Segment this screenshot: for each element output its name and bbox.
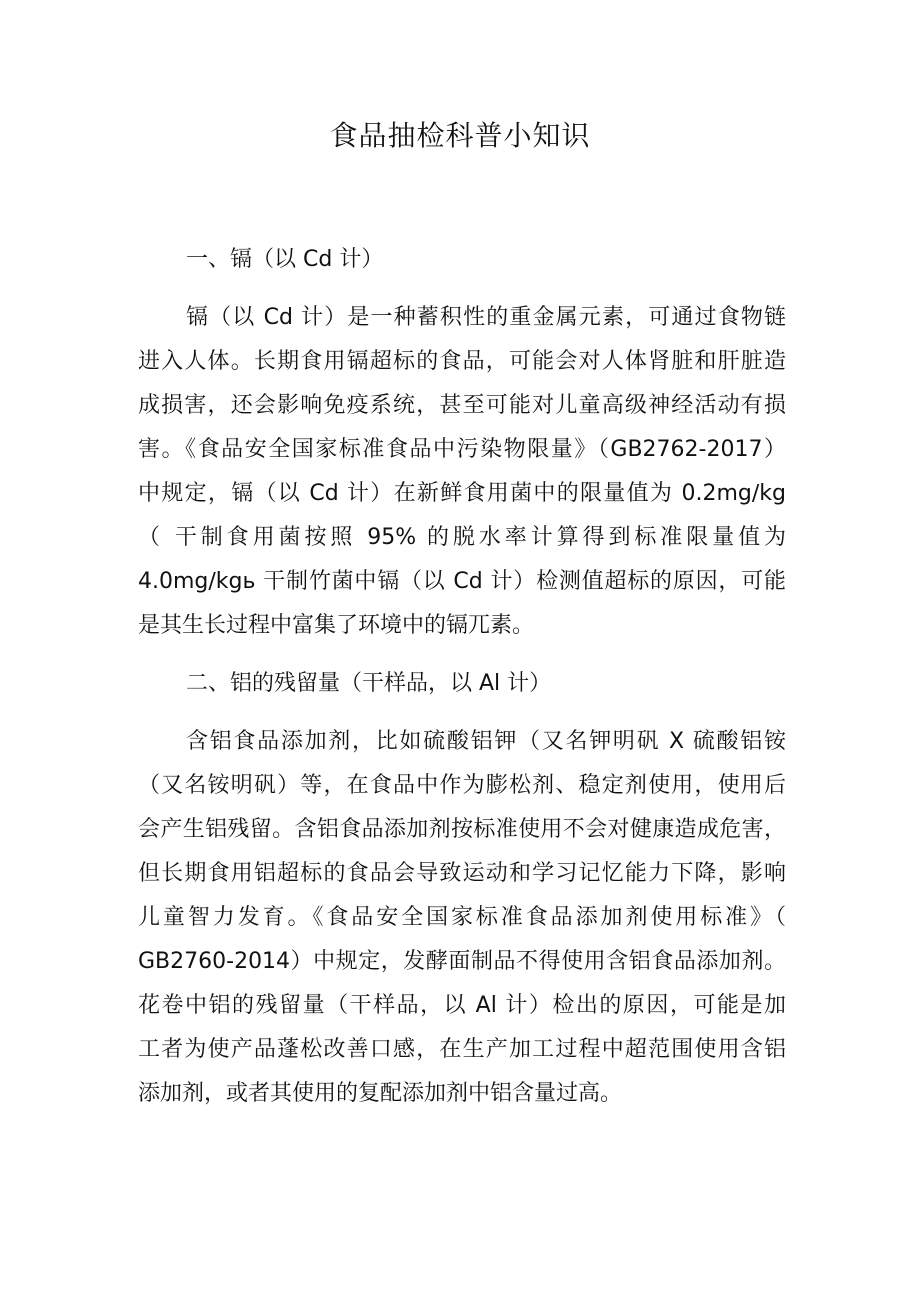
paragraph-line: 是其生长过程中富集了环境中的镉兀素。	[138, 613, 535, 638]
paragraph-line: 花卷中铝的残留量（干样品，以 Al 计）检出的原因，可能是加	[138, 993, 786, 1018]
paragraph-line: 镉（以 Cd 计）是一种蓄积性的重金属元素，可通过食物链	[186, 305, 786, 330]
section-heading-cadmium: 一、镉（以 Cd 计）	[186, 247, 384, 272]
paragraph-line: 4.0mg∕kgь 干制竹菌中镉（以 Cd 计）检测值超标的原因，可能	[138, 569, 786, 594]
paragraph-line: 害。《食品安全国家标准食品中污染物限量》（GB2762-2017）	[138, 437, 786, 462]
paragraph-line: 会产生铝残留。含铝食品添加剂按标准使用不会对健康造成危害，	[138, 817, 786, 842]
paragraph-line: 成损害，还会影响免疫系统，甚至可能对儿童高级神经活动有损	[138, 393, 786, 418]
document-body	[138, 238, 786, 1116]
section-paragraph-aluminium	[138, 720, 786, 1116]
paragraph-line: 含铝食品添加剂，比如硫酸铝钾（又名钾明矾 X 硫酸铝铵	[186, 729, 786, 754]
section-heading-aluminium: 二、铝的残留量（干样品，以 Al 计）	[186, 671, 552, 696]
paragraph-line: GB2760-2014）中规定，发酵面制品不得使用含铝食品添加剂。	[138, 949, 786, 974]
paragraph-line: 工者为使产品蓬松改善口感，在生产加工过程中超范围使用含铝	[138, 1037, 786, 1062]
paragraph-line: 中规定，镉（以 Cd 计）在新鲜食用菌中的限量值为 0.2mg∕kg	[138, 481, 786, 506]
paragraph-line: （ 干制食用菌按照 95% 的脱水率计算得到标准限量值为	[138, 525, 786, 550]
section-paragraph-cadmium	[138, 296, 786, 648]
paragraph-line: 儿童智力发育。《食品安全国家标准食品添加剂使用标准》（	[138, 905, 786, 930]
paragraph-line: 添加剂，或者其使用的复配添加剂中铝含量过高。	[138, 1081, 623, 1106]
page-title: 食品抽检科普小知识	[329, 119, 591, 152]
paragraph-line: 进入人体。长期食用镉超标的食品，可能会对人体肾脏和肝脏造	[138, 349, 786, 374]
paragraph-line: 但长期食用铝超标的食品会导致运动和学习记忆能力下降，影响	[138, 861, 786, 886]
paragraph-line: （又名铵明矾）等，在食品中作为膨松剂、稳定剂使用，使用后	[138, 773, 786, 798]
